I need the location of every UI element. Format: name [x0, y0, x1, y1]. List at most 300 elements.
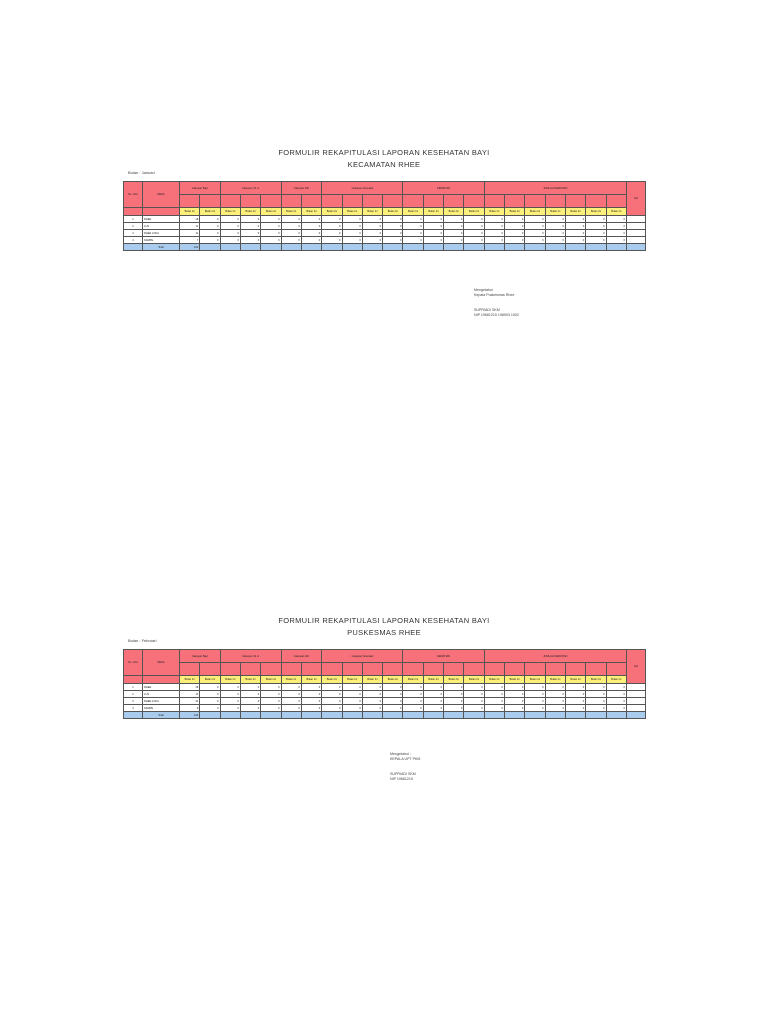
- total-cell: [565, 712, 585, 719]
- sig-line-4: NIP 19681215: [390, 777, 413, 781]
- row-value: 0: [362, 705, 382, 712]
- row-value: 0: [484, 230, 504, 237]
- total-row: [124, 712, 646, 719]
- total-cell: [362, 244, 382, 251]
- row-value: 0: [362, 230, 382, 237]
- sub-header-cell: Bulan Ini: [484, 676, 504, 684]
- row-value: 0: [505, 230, 525, 237]
- row-value: 11: [180, 230, 200, 237]
- month-label: Bulan : Februari: [128, 638, 157, 643]
- row-value: 8: [180, 705, 200, 712]
- header-cell: [525, 663, 545, 676]
- row-value: 0: [301, 705, 321, 712]
- row-value: 0: [606, 237, 626, 244]
- row-desa: LUS: [143, 691, 180, 698]
- row-value: 0: [220, 684, 240, 691]
- row-no: 1: [124, 216, 143, 223]
- row-value: 0: [383, 691, 403, 698]
- header-cell: [342, 195, 362, 208]
- row-value: 0: [342, 698, 362, 705]
- group-cakupan-bayi: Cakupan Bayi: [180, 182, 221, 195]
- header-cell: [180, 195, 200, 208]
- header-cell: [505, 195, 525, 208]
- total-cell: [383, 244, 403, 251]
- row-value: 0: [342, 691, 362, 698]
- row-value: 0: [342, 216, 362, 223]
- row-value: 0: [403, 698, 423, 705]
- header-cell: [423, 195, 443, 208]
- col-ket: Ket: [627, 182, 646, 216]
- report-table: [123, 649, 646, 719]
- row-value: 0: [342, 237, 362, 244]
- header-cell: [322, 663, 342, 676]
- total-cell: [586, 244, 606, 251]
- total-cell: [281, 244, 301, 251]
- row-value: 0: [423, 684, 443, 691]
- row-desa: SAMPE: [143, 705, 180, 712]
- sub-header-cell: Bulan Ini: [180, 676, 200, 684]
- col-desa: DESA: [143, 650, 180, 676]
- row-value: 0: [220, 237, 240, 244]
- total-cell: [261, 712, 281, 719]
- total-cell: [586, 712, 606, 719]
- col-no: No. Urut: [124, 650, 143, 676]
- row-value: 0: [444, 230, 464, 237]
- row-value: 0: [261, 705, 281, 712]
- row-desa: RHEE LOKA: [143, 698, 180, 705]
- sheet-subtitle: KECAMATAN RHEE: [347, 160, 421, 169]
- row-value: 0: [565, 230, 585, 237]
- row-value: 0: [586, 237, 606, 244]
- total-row: [124, 244, 646, 251]
- col-no: No. Urut: [124, 182, 143, 208]
- row-value: 0: [261, 216, 281, 223]
- sub-header-cell: Bulan Ini: [545, 676, 565, 684]
- group-neonatal: Cakupan Neonatal: [322, 182, 403, 195]
- header-cell: [322, 195, 342, 208]
- row-value: 0: [220, 691, 240, 698]
- sub-header-cell: Bulan Ini: [565, 208, 585, 216]
- group-kematian: KEMATIAN: [403, 650, 484, 663]
- row-desa: RHEE: [143, 684, 180, 691]
- row-value: 0: [322, 230, 342, 237]
- row-value: 0: [484, 698, 504, 705]
- row-value: 0: [200, 705, 220, 712]
- report-table: [123, 181, 646, 251]
- row-value: 0: [301, 698, 321, 705]
- sub-header-cell: Bulan Ini: [342, 676, 362, 684]
- total-cell: [525, 244, 545, 251]
- row-value: 0: [586, 223, 606, 230]
- total-cell: [505, 712, 525, 719]
- row-no: 3: [124, 698, 143, 705]
- row-value: 0: [240, 691, 260, 698]
- row-value: 0: [545, 216, 565, 223]
- table-row: [124, 698, 646, 705]
- header-cell: [586, 195, 606, 208]
- row-value: 0: [322, 223, 342, 230]
- row-value: 0: [444, 684, 464, 691]
- row-value: 0: [505, 216, 525, 223]
- sub-header-cell: Bulan Ini: [403, 676, 423, 684]
- row-ket: [627, 705, 646, 712]
- row-value: 0: [565, 237, 585, 244]
- sub-header-cell: Bulan Ini: [484, 208, 504, 216]
- row-value: 0: [383, 237, 403, 244]
- sub-header-cell: Bulan Ini: [525, 676, 545, 684]
- header-cell: [220, 663, 240, 676]
- sub-header-cell: Bulan Ini: [505, 676, 525, 684]
- row-value: 0: [383, 223, 403, 230]
- row-value: 0: [444, 691, 464, 698]
- row-value: 0: [301, 237, 321, 244]
- sheet-title: FORMULIR REKAPITULASI LAPORAN KESEHATAN BAYI: [278, 616, 490, 625]
- row-value: 0: [362, 216, 382, 223]
- row-value: 0: [240, 705, 260, 712]
- row-ket: [627, 691, 646, 698]
- header-cell: [143, 676, 180, 684]
- row-value: 0: [484, 691, 504, 698]
- total-cell: [464, 244, 484, 251]
- row-value: 0: [606, 230, 626, 237]
- row-value: 0: [220, 705, 240, 712]
- group-cakupan-bayi: Cakupan Bayi: [180, 650, 221, 663]
- row-value: 0: [586, 698, 606, 705]
- row-value: 0: [240, 698, 260, 705]
- group-penyebab: JUMLAH KEMATIAN: [484, 650, 626, 663]
- row-no: 2: [124, 691, 143, 698]
- row-value: 0: [545, 698, 565, 705]
- row-value: 0: [362, 691, 382, 698]
- row-value: 0: [545, 705, 565, 712]
- row-value: 0: [545, 684, 565, 691]
- total-label: Total: [143, 244, 180, 251]
- row-value: 0: [525, 216, 545, 223]
- row-value: 0: [505, 691, 525, 698]
- row-value: 0: [423, 216, 443, 223]
- header-cell: [383, 195, 403, 208]
- row-value: 0: [200, 216, 220, 223]
- row-value: 0: [322, 216, 342, 223]
- row-value: 0: [505, 223, 525, 230]
- row-value: 0: [464, 691, 484, 698]
- row-value: 0: [362, 237, 382, 244]
- row-value: 0: [200, 691, 220, 698]
- sub-header-cell: Bulan Ini: [565, 676, 585, 684]
- total-cell: [525, 712, 545, 719]
- row-value: 0: [281, 237, 301, 244]
- row-ket: [627, 223, 646, 230]
- header-cell: [444, 195, 464, 208]
- row-value: 0: [383, 698, 403, 705]
- header-cell: [342, 663, 362, 676]
- row-value: 0: [444, 237, 464, 244]
- header-cell: [484, 195, 504, 208]
- header-cell: [124, 676, 143, 684]
- sub-header-cell: Bulan Ini: [261, 208, 281, 216]
- total-value: 124: [180, 712, 200, 719]
- header-cell: [606, 195, 626, 208]
- table-row: [124, 230, 646, 237]
- row-value: 0: [281, 691, 301, 698]
- row-value: 0: [565, 223, 585, 230]
- row-value: 0: [240, 230, 260, 237]
- row-value: 0: [342, 684, 362, 691]
- header-cell: [143, 208, 180, 216]
- group-asi: Cakupan ASI: [281, 650, 322, 663]
- table-row: [124, 216, 646, 223]
- row-value: 0: [505, 705, 525, 712]
- header-cell: [261, 663, 281, 676]
- row-value: 0: [220, 223, 240, 230]
- header-cell: [525, 195, 545, 208]
- total-cell: [362, 712, 382, 719]
- total-blank: [124, 244, 143, 251]
- sub-header-cell: Bulan Ini: [220, 208, 240, 216]
- header-cell: [200, 663, 220, 676]
- group-penyebab: JUMLAH KEMATIAN: [484, 182, 626, 195]
- sub-header-cell: Bulan Ini: [383, 676, 403, 684]
- sub-header-cell: Bulan Ini: [281, 208, 301, 216]
- row-value: 0: [261, 223, 281, 230]
- row-value: 0: [423, 705, 443, 712]
- row-no: 3: [124, 230, 143, 237]
- row-value: 0: [240, 237, 260, 244]
- row-value: 18: [180, 684, 200, 691]
- header-cell: [301, 663, 321, 676]
- row-value: 0: [464, 684, 484, 691]
- row-value: 0: [464, 237, 484, 244]
- row-no: 4: [124, 705, 143, 712]
- row-value: 0: [261, 230, 281, 237]
- row-value: 0: [606, 223, 626, 230]
- row-value: 0: [403, 684, 423, 691]
- row-ket: [627, 230, 646, 237]
- group-vit-a: Cakupan Vit. A: [220, 182, 281, 195]
- row-value: 0: [200, 684, 220, 691]
- row-value: 0: [423, 698, 443, 705]
- row-value: 0: [505, 698, 525, 705]
- group-neonatal: Cakupan Neonatal: [322, 650, 403, 663]
- header-cell: [565, 195, 585, 208]
- row-value: 0: [423, 237, 443, 244]
- row-value: 0: [586, 684, 606, 691]
- header-cell: [606, 663, 626, 676]
- total-cell: [627, 244, 646, 251]
- row-value: 0: [565, 216, 585, 223]
- row-value: 0: [484, 223, 504, 230]
- sub-header-cell: Bulan Ini: [423, 208, 443, 216]
- header-cell: [240, 663, 260, 676]
- header-cell: [220, 195, 240, 208]
- header-cell: [240, 195, 260, 208]
- row-value: 0: [606, 691, 626, 698]
- row-value: 0: [545, 223, 565, 230]
- total-cell: [301, 712, 321, 719]
- total-cell: [200, 244, 220, 251]
- row-value: 0: [464, 230, 484, 237]
- sub-header-cell: Bulan Ini: [586, 676, 606, 684]
- header-cell: [545, 663, 565, 676]
- row-no: 1: [124, 684, 143, 691]
- header-cell: [505, 663, 525, 676]
- total-cell: [545, 712, 565, 719]
- total-cell: [342, 244, 362, 251]
- row-value: 0: [322, 698, 342, 705]
- table-row: [124, 705, 646, 712]
- row-value: 0: [464, 216, 484, 223]
- row-value: 0: [484, 237, 504, 244]
- row-value: 0: [606, 705, 626, 712]
- row-value: 11: [180, 223, 200, 230]
- sig-line-3: SUPRIADI SKM: [474, 308, 500, 312]
- group-vit-a: Cakupan Vit. A: [220, 650, 281, 663]
- total-cell: [606, 244, 626, 251]
- total-cell: [322, 712, 342, 719]
- header-cell: [464, 663, 484, 676]
- row-no: 2: [124, 223, 143, 230]
- row-value: 0: [240, 223, 260, 230]
- row-value: 0: [423, 223, 443, 230]
- header-cell: [200, 195, 220, 208]
- total-cell: [403, 712, 423, 719]
- sub-header-cell: Bulan Ini: [301, 676, 321, 684]
- row-value: 0: [484, 216, 504, 223]
- row-value: 0: [525, 237, 545, 244]
- col-ket: Ket: [627, 650, 646, 684]
- sub-header-cell: Bulan Ini: [261, 676, 281, 684]
- sub-header-cell: Bulan Ini: [220, 676, 240, 684]
- sub-header-cell: Bulan Ini: [444, 676, 464, 684]
- row-no: 4: [124, 237, 143, 244]
- header-cell: [281, 195, 301, 208]
- header-cell: [362, 195, 382, 208]
- row-value: 0: [484, 705, 504, 712]
- row-value: 0: [403, 705, 423, 712]
- total-cell: [281, 712, 301, 719]
- header-cell: [565, 663, 585, 676]
- total-cell: [261, 244, 281, 251]
- row-value: 0: [322, 684, 342, 691]
- total-cell: [484, 244, 504, 251]
- row-ket: [627, 698, 646, 705]
- sub-header-cell: Bulan Ini: [606, 208, 626, 216]
- header-cell: [383, 663, 403, 676]
- row-value: 0: [261, 237, 281, 244]
- sub-header-cell: Bulan Ini: [606, 676, 626, 684]
- row-value: 0: [403, 216, 423, 223]
- row-value: 0: [403, 223, 423, 230]
- row-value: 0: [383, 216, 403, 223]
- row-value: 0: [281, 216, 301, 223]
- sub-header-cell: Bulan Ini: [362, 676, 382, 684]
- total-cell: [606, 712, 626, 719]
- total-cell: [240, 712, 260, 719]
- sub-header-cell: Bulan Ini: [200, 676, 220, 684]
- row-value: 0: [322, 705, 342, 712]
- sub-header-cell: Bulan Ini: [180, 208, 200, 216]
- row-value: 0: [261, 698, 281, 705]
- header-cell: [124, 208, 143, 216]
- row-value: 11: [180, 691, 200, 698]
- row-value: 0: [444, 705, 464, 712]
- row-value: 0: [525, 698, 545, 705]
- row-value: 0: [301, 691, 321, 698]
- row-value: 0: [403, 230, 423, 237]
- sheet-title: FORMULIR REKAPITULASI LAPORAN KESEHATAN BAYI: [278, 148, 490, 157]
- row-value: 0: [525, 705, 545, 712]
- row-desa: RHEE: [143, 216, 180, 223]
- row-value: 0: [444, 223, 464, 230]
- total-cell: [627, 712, 646, 719]
- row-value: 0: [220, 216, 240, 223]
- total-cell: [200, 712, 220, 719]
- sub-header-cell: Bulan Ini: [240, 208, 260, 216]
- row-value: 18: [180, 216, 200, 223]
- row-value: 0: [322, 237, 342, 244]
- row-value: 0: [565, 684, 585, 691]
- total-value: 102: [180, 244, 200, 251]
- header-cell: [261, 195, 281, 208]
- sub-header-cell: Bulan Ini: [301, 208, 321, 216]
- total-cell: [484, 712, 504, 719]
- sub-header-cell: Bulan Ini: [464, 676, 484, 684]
- sub-header-cell: Bulan Ini: [240, 676, 260, 684]
- row-value: 0: [281, 705, 301, 712]
- sub-header-cell: Bulan Ini: [362, 208, 382, 216]
- row-value: 0: [200, 223, 220, 230]
- total-cell: [403, 244, 423, 251]
- signature-block: [474, 288, 519, 318]
- row-value: 0: [444, 698, 464, 705]
- total-cell: [565, 244, 585, 251]
- header-cell: [403, 663, 423, 676]
- header-cell: [464, 195, 484, 208]
- header-cell: [484, 663, 504, 676]
- row-value: 0: [444, 216, 464, 223]
- sig-line-3: SUPRIADI SKM: [390, 772, 416, 776]
- table-row: [124, 684, 646, 691]
- row-value: 0: [301, 684, 321, 691]
- total-cell: [322, 244, 342, 251]
- row-ket: [627, 237, 646, 244]
- row-value: 0: [261, 684, 281, 691]
- total-blank: [124, 712, 143, 719]
- row-value: 0: [586, 691, 606, 698]
- total-cell: [423, 244, 443, 251]
- row-value: 41: [180, 698, 200, 705]
- sub-header-cell: Bulan Ini: [464, 208, 484, 216]
- header-cell: [586, 663, 606, 676]
- row-value: 0: [525, 691, 545, 698]
- header-cell: [362, 663, 382, 676]
- row-value: 0: [464, 705, 484, 712]
- row-value: 0: [525, 223, 545, 230]
- sig-line-2: Kepala Puskesmas Rhee: [474, 293, 515, 297]
- sub-header-cell: Bulan Ini: [281, 676, 301, 684]
- sig-line-1: Mengetahui :: [390, 752, 411, 756]
- table-row: [124, 691, 646, 698]
- row-value: 0: [362, 223, 382, 230]
- sig-line-4: NIP 19681215 198903 1002: [474, 313, 519, 317]
- row-value: 0: [606, 216, 626, 223]
- row-value: 0: [565, 691, 585, 698]
- sub-header-cell: Bulan Ini: [322, 208, 342, 216]
- sub-header-cell: Bulan Ini: [322, 676, 342, 684]
- row-value: 0: [586, 705, 606, 712]
- row-value: 0: [505, 237, 525, 244]
- row-value: 0: [342, 230, 362, 237]
